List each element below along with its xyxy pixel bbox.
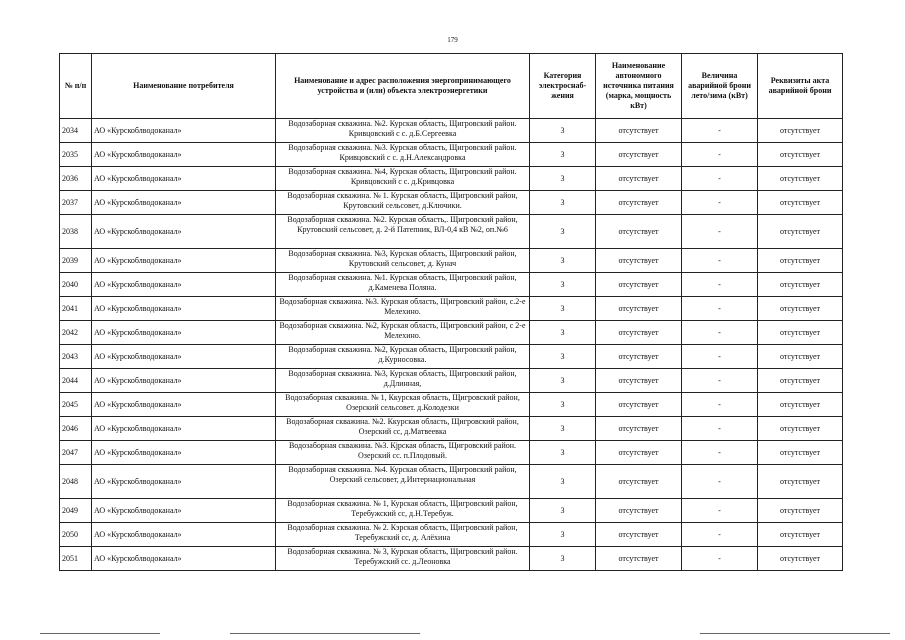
cell-category: 3 — [530, 167, 596, 191]
cell-consumer: АО «Курскоблводоканал» — [92, 191, 276, 215]
cell-reserve: - — [682, 273, 758, 297]
cell-source: отсутствует — [596, 167, 682, 191]
cell-address: Водозаборная скважина. № 2. Кэрская область, Щигровский район, Теребужский сс, д. Алёхина — [276, 523, 530, 547]
cell-category: 3 — [530, 369, 596, 393]
cell-act: отсутствует — [758, 119, 843, 143]
cell-num: 2048 — [60, 465, 92, 499]
cell-category: 3 — [530, 499, 596, 523]
bottom-rule-left — [40, 633, 160, 634]
cell-consumer: АО «Курскоблводоканал» — [92, 547, 276, 571]
consumers-table — [59, 53, 843, 571]
cell-consumer: АО «Курскоблводоканал» — [92, 119, 276, 143]
header-address: Наименование и адрес расположения энергопринимающего устройства и (или) объекта электроэнергетики — [276, 54, 530, 119]
cell-address: Водозаборная скважина. №2. Ккурская область, Щигровский район, Озерский сс, д.Матвеевка — [276, 417, 530, 441]
cell-num: 2047 — [60, 441, 92, 465]
cell-act: отсутствует — [758, 215, 843, 249]
table-row — [60, 547, 843, 571]
cell-source: отсутствует — [596, 191, 682, 215]
header-act: Реквизиты акта аварийной брони — [758, 54, 843, 119]
cell-num: 2038 — [60, 215, 92, 249]
cell-address: Водозаборная скважина. №3. Кjрская область, Щигровский район. Озерский сс. п.Плодовый. — [276, 441, 530, 465]
cell-consumer: АО «Курскоблводоканал» — [92, 273, 276, 297]
cell-source: отсутствует — [596, 441, 682, 465]
cell-reserve: - — [682, 441, 758, 465]
header-reserve: Величина аварийной брони лето/зима (кВт) — [682, 54, 758, 119]
cell-consumer: АО «Курскоблводоканал» — [92, 321, 276, 345]
cell-reserve: - — [682, 191, 758, 215]
cell-source: отсутствует — [596, 249, 682, 273]
cell-reserve: - — [682, 465, 758, 499]
cell-num: 2046 — [60, 417, 92, 441]
page-number: 179 — [447, 36, 458, 44]
cell-category: 3 — [530, 465, 596, 499]
table-row — [60, 119, 843, 143]
cell-act: отсутствует — [758, 523, 843, 547]
cell-act: отсутствует — [758, 441, 843, 465]
cell-category: 3 — [530, 297, 596, 321]
cell-source: отсутствует — [596, 499, 682, 523]
cell-consumer: АО «Курскоблводоканал» — [92, 167, 276, 191]
cell-address: Водозаборная скважина. №4, Курская область, Щигровский район. Кривцовский с с. д.Кривцовка — [276, 167, 530, 191]
cell-category: 3 — [530, 441, 596, 465]
cell-address: Водозаборная скважина. № 1. Курская область, Щигровский район, Крутовский сельсовет, д.Ключики. — [276, 191, 530, 215]
cell-address: Водозаборная скважина. №2. Курская область,. Щигровский район, Крутовский сельсовет, д. 2-й Патепник, ВЛ-0,4 кВ №2, оп.№6 — [276, 215, 530, 249]
cell-category: 3 — [530, 249, 596, 273]
cell-act: отсутствует — [758, 369, 843, 393]
cell-address: Водозаборная скважина. № 1, Ккурская область, Щигровский район, Озерский сельсовет. д.Колодезки — [276, 393, 530, 417]
cell-source: отсутствует — [596, 547, 682, 571]
cell-reserve: - — [682, 345, 758, 369]
table-row — [60, 215, 843, 249]
cell-reserve: - — [682, 369, 758, 393]
cell-address: Водозаборная скважина. № 3, Курская область, Щигровский район. Теребужский сс. д.Леоновка — [276, 547, 530, 571]
cell-act: отсутствует — [758, 273, 843, 297]
table-row — [60, 441, 843, 465]
cell-reserve: - — [682, 393, 758, 417]
header-source: Наименование автономного источника питания (марка, мощность кВт) — [596, 54, 682, 119]
cell-category: 3 — [530, 119, 596, 143]
cell-consumer: АО «Курскоблводоканал» — [92, 441, 276, 465]
cell-consumer: АО «Курскоблводоканал» — [92, 215, 276, 249]
table-row — [60, 523, 843, 547]
cell-address: Водозаборная скважина. № 1, Курская область, Щигровский район, Теребужский сс, д.Н.Теребуж. — [276, 499, 530, 523]
cell-num: 2042 — [60, 321, 92, 345]
bottom-rule-right — [700, 633, 890, 634]
cell-address: Водозаборная скважина. №3, Курская область, Щигровский район, Крутовский сельсовет, д. Кунач — [276, 249, 530, 273]
bottom-rule-middle — [230, 633, 420, 634]
cell-act: отсутствует — [758, 417, 843, 441]
cell-address: Водозаборная скважина. №2, Курская область, Щигровский район, д.Курносовка. — [276, 345, 530, 369]
cell-reserve: - — [682, 523, 758, 547]
cell-source: отсутствует — [596, 119, 682, 143]
cell-address: Водозаборная скважина. №3. Курская область, Щигровский район. Кривцовский с с. д.Н.Александровка — [276, 143, 530, 167]
cell-consumer: АО «Курскоблводоканал» — [92, 465, 276, 499]
cell-reserve: - — [682, 143, 758, 167]
cell-category: 3 — [530, 143, 596, 167]
table-row — [60, 465, 843, 499]
cell-source: отсутствует — [596, 215, 682, 249]
cell-reserve: - — [682, 249, 758, 273]
cell-source: отсутствует — [596, 369, 682, 393]
cell-consumer: АО «Курскоблводоканал» — [92, 369, 276, 393]
cell-source: отсутствует — [596, 321, 682, 345]
table-row — [60, 499, 843, 523]
header-category: Категория электроснаб-жения — [530, 54, 596, 119]
cell-source: отсутствует — [596, 393, 682, 417]
cell-category: 3 — [530, 345, 596, 369]
cell-source: отсутствует — [596, 345, 682, 369]
cell-category: 3 — [530, 273, 596, 297]
cell-num: 2039 — [60, 249, 92, 273]
cell-category: 3 — [530, 191, 596, 215]
cell-consumer: АО «Курскоблводоканал» — [92, 297, 276, 321]
cell-act: отсутствует — [758, 143, 843, 167]
cell-consumer: АО «Курскоблводоканал» — [92, 499, 276, 523]
cell-num: 2051 — [60, 547, 92, 571]
cell-category: 3 — [530, 523, 596, 547]
cell-address: Водозаборная скважина. №2. Курская область, Щигровский район. Кривцовский с с. д.Б.Сергеевка — [276, 119, 530, 143]
cell-num: 2041 — [60, 297, 92, 321]
cell-act: отсутствует — [758, 297, 843, 321]
cell-reserve: - — [682, 119, 758, 143]
cell-act: отсутствует — [758, 249, 843, 273]
cell-address: Водозаборная скважина. №1. Курская область, Щигровский район, д.Каменева Поляна. — [276, 273, 530, 297]
cell-source: отсутствует — [596, 417, 682, 441]
header-consumer: Наименование потребителя — [92, 54, 276, 119]
cell-act: отсутствует — [758, 167, 843, 191]
cell-num: 2044 — [60, 369, 92, 393]
cell-consumer: АО «Курскоблводоканал» — [92, 417, 276, 441]
cell-address: Водозаборная скважина. №4. Курская область, Щигровский район, Озерский сельсовет, д.Интернациональная — [276, 465, 530, 499]
table-row — [60, 393, 843, 417]
table-row — [60, 345, 843, 369]
cell-category: 3 — [530, 215, 596, 249]
table-row — [60, 191, 843, 215]
cell-consumer: АО «Курскоблводоканал» — [92, 143, 276, 167]
cell-address: Водозаборная скважина. №3, Курская область, Щигровский район, д.Длинная, — [276, 369, 530, 393]
cell-category: 3 — [530, 321, 596, 345]
cell-source: отсутствует — [596, 465, 682, 499]
cell-act: отсутствует — [758, 321, 843, 345]
cell-address: Водозаборная скважина. №2, Курская область, Щигровский район, с 2-е Мелехино. — [276, 321, 530, 345]
cell-num: 2040 — [60, 273, 92, 297]
cell-act: отсутствует — [758, 393, 843, 417]
cell-act: отсутствует — [758, 345, 843, 369]
cell-reserve: - — [682, 215, 758, 249]
cell-act: отсутствует — [758, 499, 843, 523]
cell-reserve: - — [682, 167, 758, 191]
cell-num: 2050 — [60, 523, 92, 547]
cell-source: отсутствует — [596, 523, 682, 547]
cell-num: 2035 — [60, 143, 92, 167]
cell-reserve: - — [682, 321, 758, 345]
cell-consumer: АО «Курскоблводоканал» — [92, 249, 276, 273]
cell-category: 3 — [530, 547, 596, 571]
cell-consumer: АО «Курскоблводоканал» — [92, 345, 276, 369]
cell-category: 3 — [530, 393, 596, 417]
cell-reserve: - — [682, 417, 758, 441]
cell-num: 2036 — [60, 167, 92, 191]
table-row — [60, 143, 843, 167]
cell-source: отсутствует — [596, 273, 682, 297]
cell-act: отсутствует — [758, 547, 843, 571]
cell-source: отсутствует — [596, 143, 682, 167]
table-row — [60, 321, 843, 345]
cell-consumer: АО «Курскоблводоканал» — [92, 393, 276, 417]
table-header-row — [60, 54, 843, 119]
cell-num: 2043 — [60, 345, 92, 369]
cell-address: Водозаборная скважина. №3. Курская область, Щигровский район, с.2-е Мелехино. — [276, 297, 530, 321]
cell-num: 2045 — [60, 393, 92, 417]
cell-source: отсутствует — [596, 297, 682, 321]
table-row — [60, 297, 843, 321]
table-row — [60, 249, 843, 273]
cell-num: 2034 — [60, 119, 92, 143]
table-row — [60, 273, 843, 297]
table-row — [60, 369, 843, 393]
cell-act: отсутствует — [758, 191, 843, 215]
cell-reserve: - — [682, 499, 758, 523]
table-row — [60, 417, 843, 441]
cell-consumer: АО «Курскоблводоканал» — [92, 523, 276, 547]
table-row — [60, 167, 843, 191]
cell-reserve: - — [682, 547, 758, 571]
cell-category: 3 — [530, 417, 596, 441]
cell-reserve: - — [682, 297, 758, 321]
cell-num: 2049 — [60, 499, 92, 523]
cell-num: 2037 — [60, 191, 92, 215]
header-num: № п/п — [60, 54, 92, 119]
cell-act: отсутствует — [758, 465, 843, 499]
